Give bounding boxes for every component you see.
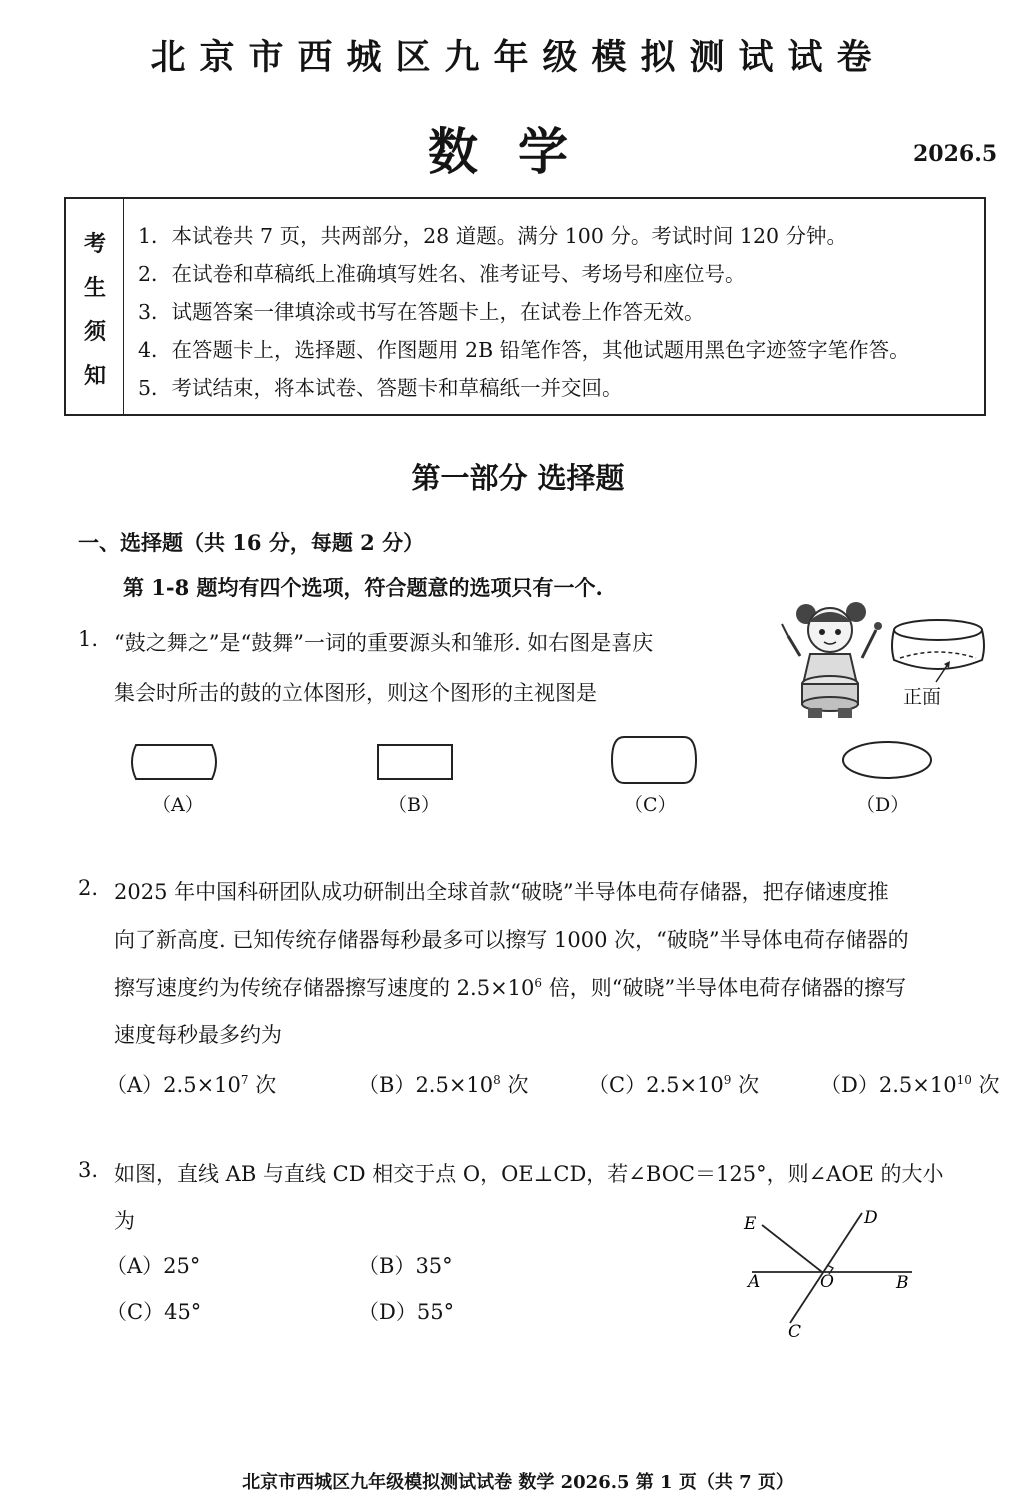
option-label: （D） (856, 794, 910, 816)
option-label: （A） (106, 1073, 164, 1097)
notice-heading-char: 知 (83, 363, 106, 389)
option-base: 2.5×10 (415, 1073, 494, 1097)
exponent: 10 (956, 1073, 972, 1087)
text-fragment: 倍，则“破晓”半导体电荷存储器的擦写 (542, 976, 907, 1000)
option-c (106, 1296, 201, 1326)
part-title: 第一部分 选择题 (411, 461, 625, 495)
option-unit: 次 (255, 1073, 277, 1097)
option-c-rounded-shape (610, 734, 698, 786)
question-number: 1. (78, 627, 99, 651)
notice-item: 3．试题答案一律填涂或书写在答题卡上，在试卷上作答无效。 (138, 300, 705, 324)
candidate-notice-box (64, 197, 986, 416)
option-unit: 次 (978, 1073, 1000, 1097)
subject-title: 数学 (428, 122, 608, 181)
option-a-barrel-shape (128, 742, 220, 782)
question-text: 为 (114, 1209, 135, 1233)
intersecting-lines-figure (740, 1205, 920, 1340)
label-o: O (820, 1272, 834, 1292)
option-value: 35° (415, 1254, 453, 1278)
question-text: 速度每秒最多约为 (114, 1023, 282, 1047)
exponent: 6 (534, 976, 543, 990)
page-footer: 北京市西城区九年级模拟测试试卷 数学 2026.5 第 1 页（共 7 页） (242, 1472, 794, 1493)
line-cd (790, 1213, 862, 1323)
option-label: （D） (820, 1073, 879, 1097)
label-a: A (748, 1272, 761, 1292)
notice-item: 5．考试结束，将本试卷、答题卡和草稿纸一并交回。 (138, 376, 623, 400)
notice-heading-char: 考 (83, 231, 106, 257)
exam-date: 2026.5 (913, 141, 998, 167)
option-label: （C） (106, 1300, 165, 1324)
question-number: 2. (78, 876, 99, 900)
option-label: （C） (588, 1073, 647, 1097)
option-label: （B） (358, 1073, 416, 1097)
option-a (106, 1250, 200, 1280)
label-c: C (788, 1322, 802, 1342)
option-a (106, 1069, 276, 1099)
option-value: 25° (163, 1254, 201, 1278)
ray-oe (762, 1225, 822, 1272)
option-label: （D） (358, 1300, 417, 1324)
notice-item: 2．在试卷和草稿纸上准确填写姓名、准考证号、考场号和座位号。 (138, 262, 746, 286)
front-view-label: 正面 (903, 686, 942, 708)
notice-item: 4．在答题卡上，选择题、作图题用 2B 铅笔作答，其他试题用黑色字迹签字笔作答。 (138, 338, 910, 362)
option-d (820, 1069, 1000, 1099)
question-text: “鼓之舞之”是“鼓舞”一词的重要源头和雏形. 如右图是喜庆 (114, 631, 654, 655)
exam-title: 北京市西城区九年级模拟测试试卷 (150, 37, 886, 78)
option-unit: 次 (507, 1073, 529, 1097)
notice-heading-char: 须 (83, 319, 106, 345)
drummer-girl-illustration (778, 594, 888, 724)
option-label: （B） (358, 1254, 416, 1278)
option-value: 45° (164, 1300, 202, 1324)
notice-item: 1．本试卷共 7 页，共两部分，28 道题。满分 100 分。考试时间 120 分钟。 (138, 224, 848, 248)
option-b-rectangle-shape (376, 743, 454, 781)
exponent: 8 (493, 1073, 501, 1087)
label-b: B (896, 1273, 909, 1293)
question-text: 如图，直线 AB 与直线 CD 相交于点 O，OE⊥CD，若∠BOC＝125°，则∠AOE 的大小 (114, 1162, 944, 1186)
question-text: 向了新高度. 已知传统存储器每秒最多可以擦写 1000 次，“破晓”半导体电荷存储器的 (114, 928, 909, 952)
option-label: （A） (106, 1254, 164, 1278)
option-base: 2.5×10 (163, 1073, 241, 1097)
option-label: （C） (624, 794, 677, 816)
question-text: 2025 年中国科研团队成功研制出全球首款“破晓”半导体电荷存储器，把存储速度推 (114, 880, 889, 904)
option-label: （A） (152, 794, 204, 816)
option-d (358, 1296, 454, 1326)
option-d-ellipse-shape (841, 740, 933, 780)
exponent: 9 (723, 1073, 732, 1087)
question-text: 集会时所击的鼓的立体图形，则这个图形的主视图是 (114, 681, 597, 705)
text-fragment: 擦写速度约为传统存储器擦写速度的 2.5×10 (114, 976, 535, 1000)
exponent: 7 (240, 1073, 249, 1087)
option-base: 2.5×10 (878, 1073, 957, 1097)
option-b (358, 1250, 453, 1280)
label-e: E (744, 1214, 757, 1234)
question-text (114, 972, 906, 1002)
notice-heading (66, 199, 124, 414)
option-c (588, 1069, 759, 1099)
option-base: 2.5×10 (646, 1073, 724, 1097)
section-heading: 一、选择题（共 16 分，每题 2 分） (78, 530, 425, 555)
option-value: 55° (416, 1300, 455, 1324)
option-unit: 次 (738, 1073, 760, 1097)
question-number: 3. (78, 1158, 99, 1182)
section-note: 第 1-8 题均有四个选项，符合题意的选项只有一个. (123, 575, 603, 600)
label-d: D (864, 1208, 878, 1228)
option-b (358, 1069, 528, 1099)
option-label: （B） (388, 794, 440, 816)
drum-3d-figure (890, 616, 986, 686)
notice-heading-char: 生 (83, 275, 106, 301)
